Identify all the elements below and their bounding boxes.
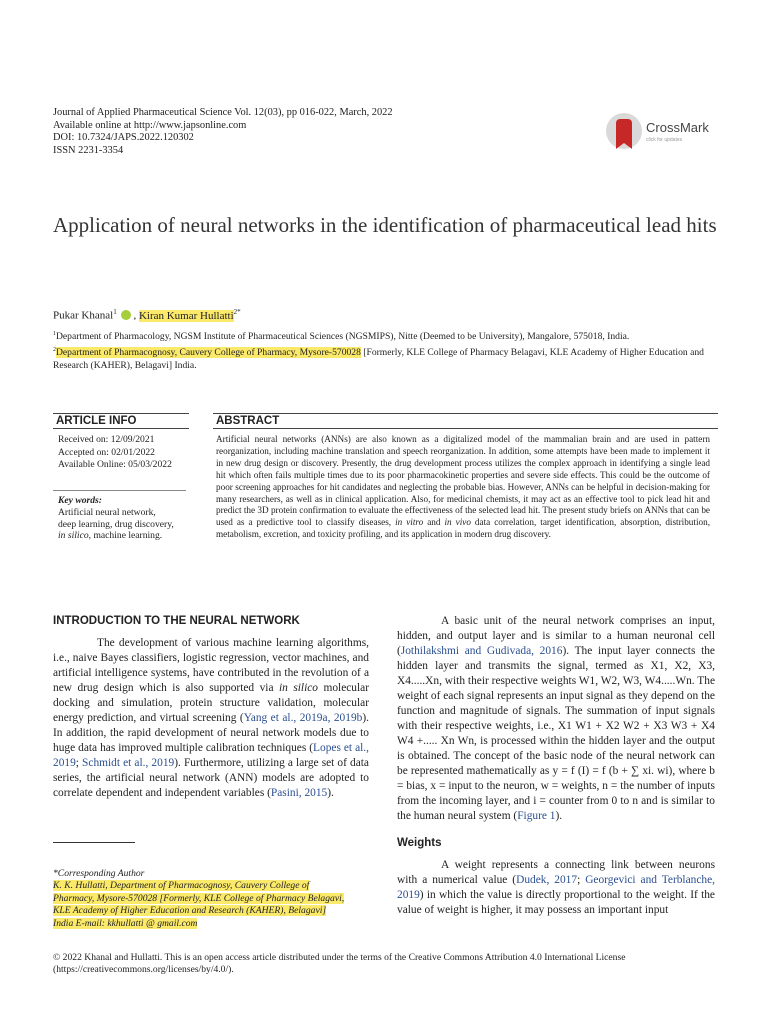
body-column-left	[53, 614, 369, 801]
affiliation-1	[53, 328, 718, 344]
article-title: Application of neural networks in the identification of pharmaceutical lead hits	[53, 213, 717, 237]
online-date: Available Online: 05/03/2022	[58, 459, 172, 471]
received-date: Received on: 12/09/2021	[58, 434, 155, 445]
weights-paragraph	[397, 858, 715, 918]
footnote-divider	[53, 842, 135, 843]
abstract-heading: ABSTRACT	[213, 413, 718, 429]
keywords-divider	[53, 490, 186, 491]
keyword-rest: , machine learning.	[88, 530, 163, 542]
citation-link[interactable]: Schmidt et al., 2019	[82, 757, 175, 769]
intro-text: ).	[327, 787, 334, 799]
section-heading-intro: INTRODUCTION TO THE NEURAL NETWORK	[53, 615, 300, 627]
citation-link[interactable]: Pasini, 2015	[270, 787, 328, 799]
section-heading-weights: Weights	[397, 837, 442, 849]
journal-doi[interactable]: DOI: 10.7324/JAPS.2022.120302	[53, 132, 194, 144]
body-text: ).	[555, 810, 563, 822]
author-1: Pukar Khanal	[53, 309, 114, 322]
affiliation-2-sup: 2	[53, 346, 56, 353]
author-1-sup: 1	[113, 308, 117, 316]
orcid-icon[interactable]	[121, 310, 131, 320]
corresponding-author-footnote	[53, 868, 383, 930]
footnote-line: KLE Academy of Higher Education and Research (KAHER), Belagavi]	[53, 905, 327, 917]
crossmark-logo[interactable]	[606, 113, 716, 155]
body-text: A weight represents a connecting link between neurons with a numerical value (	[397, 859, 715, 886]
citation-link[interactable]: Yang et al., 2019a, 2019b	[243, 712, 363, 724]
bookmark-icon	[616, 119, 632, 143]
footnote-line: Pharmacy, Mysore-570028 [Formerly, KLE College of Pharmacy Belagavi,	[53, 892, 345, 904]
abstract-part: Artificial neural networks (ANNs) are also known as a digitalized model of the mammalian brain and are used in pattern reorganization, including machine translation and speech reorganization. In addition, some attempts have been made to implement it in new drug design or discovery. Presently, the drug development process utilizes the complex approach in identifying a single lead hit which often fails multiple times due to its poor pharmacokinetic properties and severe side effects. This could be the outcome of poor screening approaches for hit candidates and neglecting the probable bias. However, ANNs can be helpful in decision-making for many researchers, as well as in clinical application. Also, for medicinal chemists, it may act as an effective tool to pick lead hit and predict the 3D protein confirmation to evaluate the effectiveness of the selected lead hit. The present study briefs on ANNs that can be used as a predictive tool to classify diseases,	[216, 434, 710, 528]
affiliation-2-highlight: Department of Pharmacognosy, Cauvery College of Pharmacy, Mysore-570028	[56, 346, 361, 358]
crossmark-label: CrossMark	[646, 120, 709, 135]
abstract-italic: in vivo	[444, 517, 471, 528]
affiliation-2	[53, 344, 718, 373]
citation-link[interactable]: Lopes et al., 2019	[53, 742, 369, 769]
abstract-text	[216, 434, 710, 541]
body-text: ) in which the value is directly proportional to the weight. If the value of weight is higher, it may possess an important input	[397, 889, 715, 916]
body-text: ). The input layer connects the hidden layer and transmits the signal, termed as X1, X2, X3, X4.....Xn, with their respective weights W1, W2, W3, W4.....Wn. The weight of each signal represents an input signal as they depend on the function and magnitude of signals. The summation of input signals with their respective weights, i.e., X1 W1 + X2 W2 + X3 W3 + X4 W4 +..... Xn Wn, is processed within the hidden layer and the output is obtained. The concept of the basic node of the neural network can be represented mathematically as y = f (I) = f (b + ∑ xi. wi), where b = bias, x = input to the neuron, w = weights, n = the number of inputs from the incoming layer, and i = counter from 0 to n and is similar to the human neural system (	[397, 645, 715, 822]
affiliation-1-sup: 1	[53, 331, 56, 337]
intro-text: ;	[75, 757, 83, 769]
neuron-paragraph	[397, 614, 715, 824]
abstract-italic: in vitro	[395, 517, 424, 528]
citation-link[interactable]: Dudek, 2017	[516, 874, 578, 886]
body-text: A basic unit of the neural network comprises an input, hidden, and output layer and is similar to a human neuronal cell (	[397, 615, 715, 657]
citation-link[interactable]: Georgevici and Terblanche, 2019	[397, 874, 715, 901]
keyword-line-2: deep learning, drug discovery,	[58, 518, 174, 530]
crossmark-sublabel: click for updates	[646, 137, 683, 143]
intro-paragraph	[53, 636, 369, 801]
author-2-sup: 2*	[233, 308, 241, 316]
journal-citation: Journal of Applied Pharmaceutical Science Vol. 12(03), pp 016-022, March, 2022	[53, 107, 393, 118]
keyword-line-1: Artificial neural network,	[58, 506, 156, 518]
journal-url[interactable]: Available online at http://www.japsonline.com	[53, 119, 247, 131]
keywords	[58, 495, 188, 542]
abstract-part: and	[423, 517, 445, 528]
article-dates	[58, 434, 172, 472]
intro-text: molecular docking and simulation, protein structure validation, molecular energy prediction, and virtual screening (	[53, 682, 370, 724]
intro-text: The development of various machine learning algorithms, i.e., naive Bayes classifiers, logistic regression, vector machines, and artificial intelligence systems, have contributed in the revolution of a new drug design which is also supported via	[53, 637, 369, 694]
journal-issn: ISSN 2231-3354	[53, 144, 124, 156]
footnote-label: *Corresponding Author	[53, 868, 145, 879]
footnote-line: K. K. Hullatti, Department of Pharmacognosy, Cauvery College of	[53, 880, 310, 892]
keyword-line-3	[58, 530, 188, 542]
intro-italic: in silico	[278, 682, 318, 694]
body-text: ;	[577, 874, 586, 886]
keyword-italic: in silico	[58, 530, 89, 542]
citation-link[interactable]: Jothilakshmi and Gudivada, 2016	[400, 645, 563, 657]
abstract-part: data correlation, target identification, absorption, distribution, metabolism, excretion, and toxicity profiling, and its application in modern drug discovery.	[216, 517, 710, 540]
footnote-email[interactable]: India E-mail: kkhullatti @ gmail.com	[53, 917, 198, 929]
journal-header	[53, 107, 393, 157]
accepted-date: Accepted on: 02/01/2022	[58, 446, 155, 458]
body-column-right	[397, 614, 715, 918]
intro-text: ). Furthermore, utilizing a large set of data series, the artificial neural network (ANN) models are adopted to correlate dependent and independent variables (	[53, 757, 369, 799]
license-notice: © 2022 Khanal and Hullatti. This is an open access article distributed under the terms of the Creative Commons Attribution 4.0 International License (https://creativecommons.org/licenses/by/4.0/).	[53, 952, 626, 976]
article-info-heading: ARTICLE INFO	[53, 413, 189, 429]
affiliation-1-text: Department of Pharmacology, NGSM Institute of Pharmaceutical Sciences (NGSMIPS), Nitte (Deemed to be University), Mangalore, 575018, India.	[56, 331, 630, 343]
author-line: Pukar Khanal$^1$ , Kiran Kumar Hullatti$^{2*}$	[53, 308, 241, 322]
figure-link[interactable]: Figure 1	[517, 810, 556, 822]
intro-text: ). In addition, the rapid development of neural network models due to huge data has improved multiple calibration techniques (	[53, 712, 369, 754]
keywords-label: Key words:	[58, 495, 102, 506]
author-2: Kiran Kumar Hullatti	[138, 309, 234, 322]
affiliation-2-text: [Formerly, KLE College of Pharmacy Belagavi, KLE Academy of Higher Education and Research (KAHER), Belagavi] India.	[53, 346, 704, 372]
affiliations	[53, 328, 718, 373]
